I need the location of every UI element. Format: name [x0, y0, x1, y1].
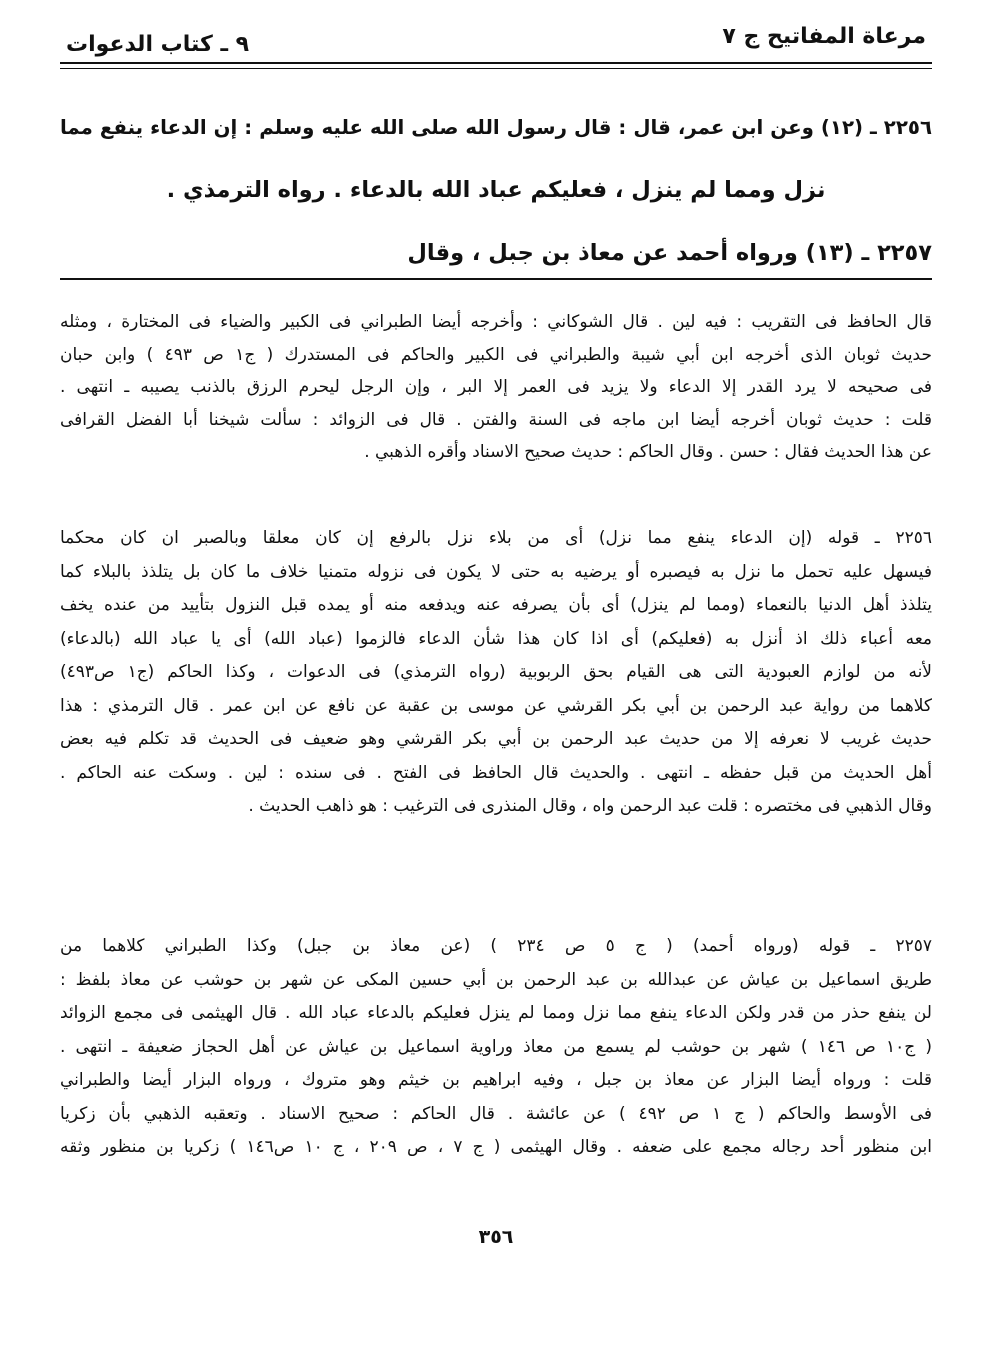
- hadith-line: ٢٢٥٧ ـ (١٣) ورواه أحمد عن معاذ بن جبل ، وقال: [407, 240, 932, 266]
- commentary-line: قلت : ورواه أيضا البزار عن معاذ بن جبل ، وفيه ابراهيم بن خيثم وهو متروك ، ورواه البزار أيضا والطبراني: [60, 1070, 932, 1090]
- hadith-text-block: [60, 96, 932, 285]
- commentary-line: حديث غريب لا نعرفه إلا من حديث عبد الرحمن بن أبي بكر القرشي وهو ضعيف فى الحديث قد تكلم فيه بعض: [60, 729, 932, 749]
- running-header: [60, 18, 932, 58]
- commentary-line: طريق اسماعيل بن عياش عن عبدالله بن عبد الرحمن بن أبي حسين المكى عن شهر بن حوشب عن معاذ بلفظ :: [60, 969, 932, 990]
- commentary-line: ( ج١٠ ص ١٤٦ ) شهر بن حوشب لم يسمع من معاذ وراوية اسماعيل بن عياش عن أهل الحجاز ضعيفة ـ انتهى .: [60, 1036, 932, 1057]
- commentary-line: قال الحافظ فى التقريب : فيه لين . قال الشوكاني : وأخرجه أيضا الطبراني فى الكبير والضياء فى المختارة ، ومثله: [60, 312, 932, 332]
- hadith-line: ٢٢٥٦ ـ (١٢) وعن ابن عمر، قال : قال رسول الله صلى الله عليه وسلم : إن الدعاء ينفع مما: [60, 116, 933, 139]
- hadith-line: نزل ومما لم ينزل ، فعليكم عباد الله بالدعاء . رواه الترمذي .: [166, 177, 826, 203]
- commentary-line: معه أعباء ذلك اذ أنزل به (فعليكم) أى اذا كان هذا شأن الدعاء فالزموا (عباد الله) أى يا عباد الله (بالدعاء): [60, 628, 932, 649]
- page-number: ٣٥٦: [478, 1226, 514, 1248]
- commentary-line: يتلذذ أهل الدنيا بالنعماء (ومما لم ينزل) أى بأن يصرفه عنه ويدفعه منه أو يمده قبل النزول بتأييد من عنده يخف: [60, 595, 932, 615]
- commentary-line: ٢٢٥٧ ـ قوله (ورواه أحمد) ( ج ٥ ص ٢٣٤ ) (عن معاذ بن جبل) وكذا الطبراني كلاهما من: [60, 936, 932, 956]
- commentary-line: أهل الحديث من قبل حفظه ـ انتهى . والحديث قال الحافظ فى الفتح . فى سنده : لين . وسكت عنه الحاكم .: [60, 762, 932, 783]
- chapter-title-header: ٩ ـ كتاب الدعوات: [66, 32, 250, 57]
- commentary-line: قلت : حديث ثوبان أخرجه أيضا ابن ماجه فى السنة والفتن . قال فى الزوائد : سألت شيخنا أبا الفضل القرافى: [60, 409, 932, 430]
- commentary-2256-paragraph: [60, 522, 932, 824]
- commentary-line: ابن منظور أحد رجاله مجمع على ضعفه . وقال الهيثمى ( ج ٧ ، ص ٢٠٩ ، ج ١٠ ص١٤٦ ) زكريا بن منظور وثقه: [60, 1137, 932, 1157]
- document-page: [60, 8, 932, 1338]
- header-rule-thick: [60, 62, 932, 64]
- commentary-line: فى الأوسط والحاكم ( ج ١ ص ٤٩٢ ) عن عائشة . قال الحاكم : صحيح الاسناد . وتعقبه الذهبي بأن زكريا: [60, 1103, 932, 1124]
- commentary-2257-paragraph: [60, 930, 932, 1165]
- commentary-line: ٢٢٥٦ ـ قوله (إن الدعاء ينفع مما نزل) أى من بلاء نزل بالرفع إن كان معلقا وبالصبر ان كان محكما: [60, 528, 932, 548]
- commentary-line: فى صحيحه لا يرد القدر إلا الدعاء ولا يزيد فى العمر إلا البر ، وإن الرجل ليحرم الرزق بالذنب يصيبه ـ انتهى .: [60, 377, 932, 397]
- commentary-line: فيسهل عليه تحمل ما نزل به فيصبره أو يرضيه به حتى لا يكون فى نزوله متمنيا خلاف ما كان بل يتلذذ بالبلاء كما: [60, 561, 932, 582]
- commentary-line: عن هذا الحديث فقال : حسن . وقال الحاكم : حديث صحيح الاسناد وأقره الذهبي .: [364, 442, 932, 462]
- header-rule-thin: [60, 68, 932, 69]
- commentary-line: لن ينفع حذر من قدر ولكن الدعاء ينفع مما نزل ومما لم ينزل فعليكم بالدعاء عباد الله . قال الهيثمى فى مجمع الزوائد: [60, 1003, 932, 1023]
- commentary-intro-paragraph: [60, 306, 932, 469]
- commentary-line: حديث ثوبان الذى أخرجه ابن أبي شيبة والطبراني فى الكبير والحاكم فى المستدرك ( ج١ ص ٤٩٣ ) وابن حبان: [60, 344, 932, 365]
- commentary-line: كلاهما من رواية عبد الرحمن بن أبي بكر القرشي عن موسى بن عقبة عن نافع عن ابن عمر . قال الترمذي : هذا: [60, 695, 932, 716]
- book-title-header: مرعاة المفاتيح ج ٧: [722, 24, 926, 49]
- commentary-line: لأنه من لوازم العبودية التى هى القيام بحق الربوبية (رواه الترمذي) فى الدعوات ، وكذا الحاكم (ج١ ص٤٩٣): [60, 662, 932, 682]
- section-divider-rule: [60, 278, 932, 280]
- commentary-line: وقال الذهبي فى مختصره : قلت عبد الرحمن واه ، وقال المنذرى فى الترغيب : هو ذاهب الحديث .: [248, 796, 932, 816]
